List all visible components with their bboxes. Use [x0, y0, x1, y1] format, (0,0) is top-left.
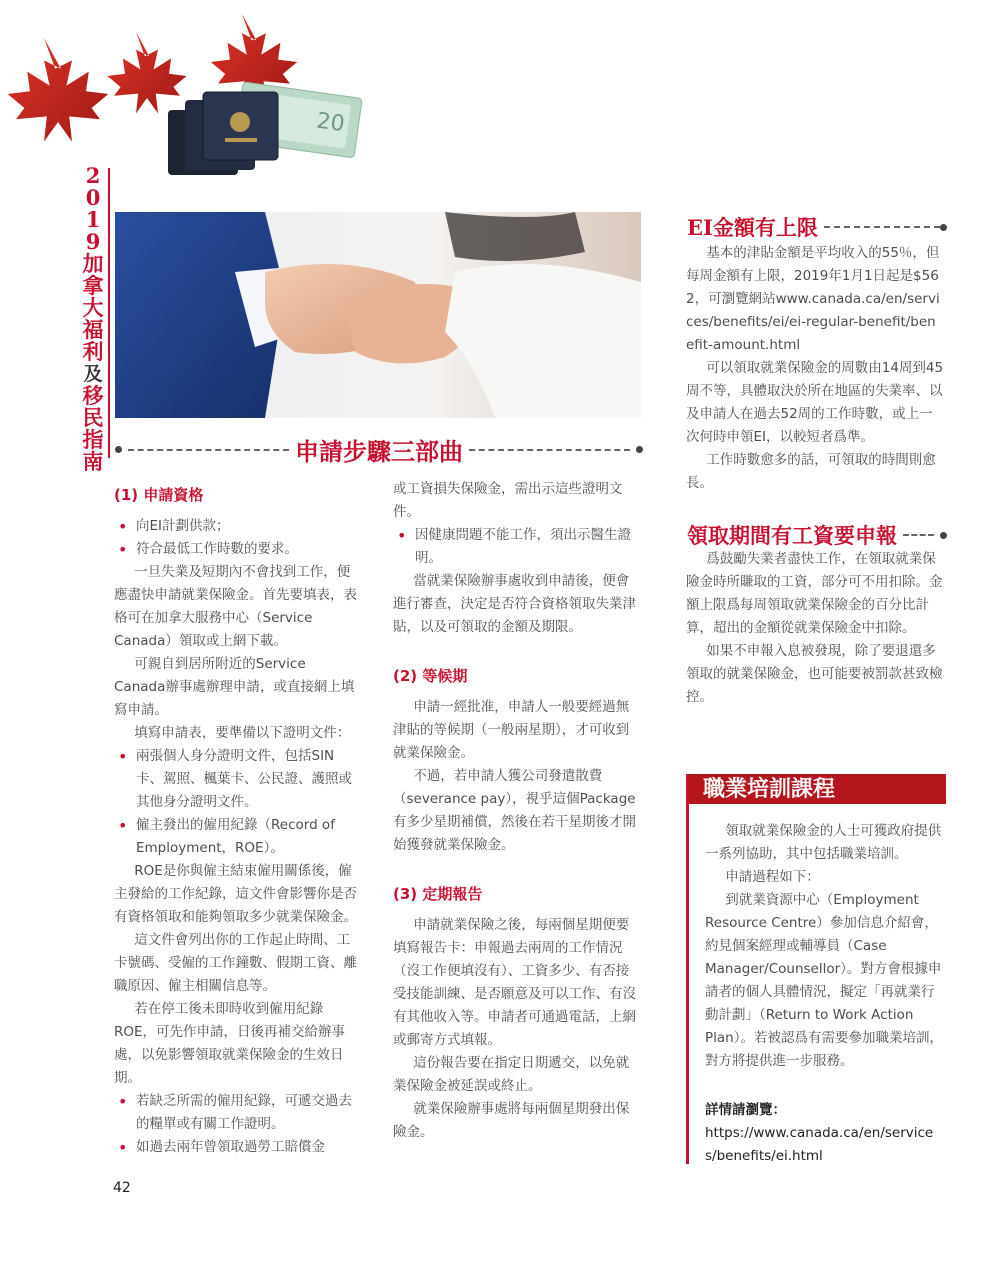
subheading-regular-report: (3) 定期報告: [393, 885, 483, 903]
paragraph: 可以領取就業保險金的周數由14周到45周不等，具體取決於所在地區的失業率、以及申請人在過去52周的工作時數，或上一次何時申領EI，以較短者爲準。: [686, 360, 944, 445]
heading-dashed-line: [469, 449, 630, 451]
paragraph: 一旦失業及短期內不會找到工作，便應盡快申請就業保險金。首先要填表，表格可在加拿大服務中心（Service Canada）領取或上網下載。: [114, 564, 357, 649]
title-char: 南: [82, 449, 104, 474]
ei-heading-text: EI金額有上限: [687, 215, 818, 240]
title-divider-rule: [108, 168, 110, 458]
more-info-link[interactable]: https://www.canada.ca/en/services/benefits/ei.html: [705, 1125, 934, 1164]
paragraph: 或工資損失保險金，需出示這些證明文件。: [393, 481, 623, 520]
subheading-waiting-period: (2) 等候期: [393, 667, 468, 685]
paragraph: 可親自到居所附近的Service Canada辦事處辦理申請，或直接網上填寫申請。: [114, 656, 355, 718]
section-heading-application-steps: [115, 432, 643, 467]
title-char: 利: [82, 339, 104, 364]
bullet-item: • 僱主發出的僱用紀錄（Record of Employment，ROE）。: [114, 814, 360, 860]
bullet-item: • 符合最低工作時數的要求。: [114, 538, 360, 561]
title-char: 2: [85, 163, 101, 188]
subheading-eligibility: (1) 申請資格: [114, 486, 204, 504]
heading-dot-left: [115, 446, 122, 453]
bullet-item: • 向EI計劃供款；: [114, 515, 360, 538]
title-char: 拿: [82, 273, 104, 298]
bullet-item: • 兩張個人身分證明文件，包括SIN卡、駕照、楓葉卡、公民證、護照或其他身分證明文件。: [114, 745, 360, 814]
paragraph: 工作時數愈多的話，可領取的時間則愈長。: [686, 452, 936, 491]
paragraph: 申請過程如下：: [725, 869, 820, 885]
work-heading-text: 領取期間有工資要申報: [687, 523, 897, 548]
section-heading-declare-wages: [687, 520, 947, 550]
heading-dashed-line: [824, 226, 940, 228]
title-char: 指: [82, 427, 104, 452]
title-char: 0: [85, 185, 101, 210]
title-char: 大: [82, 295, 104, 320]
title-char: 加: [82, 251, 104, 276]
paragraph: 申請就業保險之後，每兩個星期便要填寫報告卡：申報過去兩周的工作情況（沒工作便填沒有）、工資多少、有否接受技能訓練、是否願意及可以工作、有沒有其他收入等。申請者可通過電話，上網或郵寄方式填報。: [393, 917, 636, 1048]
paragraph: 填寫申請表，要準備以下證明文件：: [134, 725, 351, 741]
heading-dashed-line: [128, 449, 289, 451]
paragraph: 爲鼓勵失業者盡快工作，在領取就業保險金時所賺取的工資，部分可不用扣除。金額上限爲每周領取就業保險金的百分比計算，超出的金額從就業保險金中扣除。: [686, 551, 943, 636]
title-char: 9: [85, 229, 101, 254]
heading-dot-right: [636, 446, 643, 453]
title-char: 民: [82, 405, 104, 430]
declare-wages-text: [686, 548, 944, 709]
title-char: 及: [83, 363, 103, 385]
main-heading-text: 申請步驟三部曲: [295, 437, 463, 466]
heading-dot-right: [940, 532, 947, 539]
paragraph: 當就業保險辦事處收到申請後，便會進行審查，決定是否符合資格領取失業津貼，以及可領取的金額及期限。: [393, 573, 636, 635]
paragraph: 就業保險辦事處將每兩個星期發出保險金。: [393, 1101, 630, 1140]
title-char: 1: [85, 207, 101, 232]
svg-text:20: 20: [314, 108, 347, 138]
paragraph: 到就業資源中心（Employment Resource Centre）參加信息介紹會，約見個案經理或輔導員（Case Manager/Counsellor）。對方會根據申請者的個人具體情況，擬定「再就業行動計劃」（Return to Work Action Plan）。若被認爲有需要參加職業培訓，對方將提供進一步服務。: [705, 892, 943, 1069]
training-box-body: [705, 820, 943, 1168]
paragraph: 如果不申報入息被發現，除了要退還多領取的就業保險金，也可能要被罰款甚致檢控。: [686, 643, 943, 705]
more-info-label: 詳情請瀏覽：: [705, 1102, 786, 1118]
bullet-item: • 若缺乏所需的僱用紀錄，可遞交過去的糧單或有關工作證明。: [114, 1090, 360, 1136]
paragraph: 這份報告要在指定日期遞交，以免就業保險金被延誤或終止。: [393, 1055, 630, 1094]
paragraph: 若在停工後未即時收到僱用紀錄ROE，可先作申請，日後再補交給辦事處，以免影響領取就業保險金的生效日期。: [114, 1001, 346, 1086]
bullet-item: • 如過去兩年曾領取過勞工賠償金: [114, 1136, 360, 1159]
section-heading-ei-cap: [687, 212, 947, 242]
bullet-item: • 因健康問題不能工作，須出示醫生證明。: [393, 524, 641, 570]
article-column-1: [114, 478, 360, 1159]
paragraph: ROE是你與僱主結束僱用關係後，僱主發給的工作紀錄，這文件會影響你是否有資格領取和能夠領取多少就業保險金。: [114, 863, 357, 925]
page-number: 42: [113, 1180, 131, 1196]
paragraph: 領取就業保險金的人士可獲政府提供一系列協助，其中包括職業培訓。: [705, 823, 942, 862]
training-sidebar-box: [686, 774, 949, 1164]
paragraph: 申請一經批准，申請人一般要經過無津貼的等候期（一般兩星期），才可收到就業保險金。: [393, 699, 630, 761]
paragraph: 這文件會列出你的工作起止時間、工卡號碼、受僱的工作鐘數、假期工資、離職原因、僱主相關信息等。: [114, 932, 357, 994]
training-box-title: 職業培訓課程: [689, 774, 946, 804]
article-column-2: [393, 478, 641, 1144]
ei-cap-text: [686, 242, 944, 495]
title-char: 移: [82, 383, 104, 408]
maple-leaves-passport-illustration: [0, 0, 380, 200]
paragraph: 基本的津貼金額是平均收入的55％，但每周金額有上限，2019年1月1日起是$562，可瀏覽網站www.canada.ca/en/services/benefits/ei/ei-regular-benefit/benefit-amount.html: [686, 245, 940, 353]
title-char: 福: [82, 317, 104, 342]
heading-dashed-line: [903, 534, 934, 536]
vertical-magazine-title: [80, 165, 106, 473]
paragraph: 不過，若申請人獲公司發遣散費（severance pay），視乎這個Package有多少星期補償，然後在若干星期後才開始獲發就業保險金。: [393, 768, 636, 853]
handshake-photo: [115, 212, 641, 418]
heading-dot-right: [940, 224, 947, 231]
